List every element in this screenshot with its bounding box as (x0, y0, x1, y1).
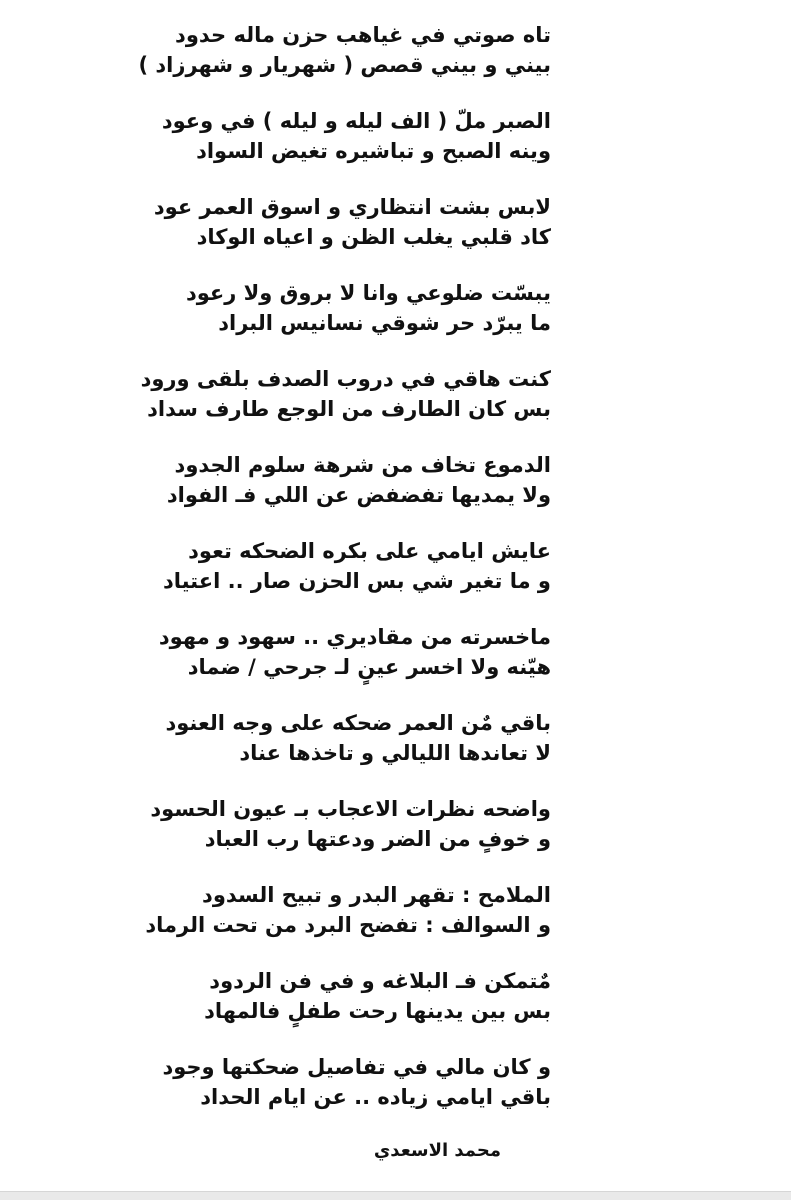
stanza (131, 1052, 551, 1112)
author-signature: محمد الاسعدي (373, 1140, 501, 1161)
stanza (131, 880, 551, 940)
stanza (131, 622, 551, 682)
poem-line: و خوفٍ من الضر ودعتها رب العباد (204, 827, 551, 851)
poem-line: بس بين يدينها رحت طفلٍ فالمهاد (204, 999, 551, 1023)
poem-line: باقي مٌن العمر ضحكه على وجه العنود (165, 711, 551, 735)
stanza (131, 536, 551, 596)
stanza (131, 364, 551, 424)
poem-line: الدموع تخاف من شرهة سلوم الجدود (174, 453, 551, 477)
poem-line: ماخسرته من مقاديري .. سهود و مهود (158, 625, 551, 649)
poem-line: بس كان الطارف من الوجع طارف سداد (147, 397, 551, 421)
poem-line: كاد قلبي يغلب الظن و اعياه الوكاد (196, 225, 551, 249)
poem-line: وينه الصبح و تباشيره تغيض السواد (196, 139, 551, 163)
stanza (131, 794, 551, 854)
poem-line: بيني و بيني قصص ( شهريار و شهرزاد ) (138, 53, 551, 77)
stanza (131, 20, 551, 80)
poem-line: تاه صوتي في غياهب حزن ماله حدود (175, 23, 551, 47)
stanza (131, 966, 551, 1026)
poem-line: عايش ايامي على بكره الضحكه تعود (188, 539, 551, 563)
stanza (131, 192, 551, 252)
poem-line: هيّنه ولا اخسر عينٍ لـ جرحي / ضماد (187, 655, 551, 679)
stanza (131, 450, 551, 510)
poem-line: باقي ايامي زياده .. عن ايام الحداد (200, 1085, 551, 1109)
poem-line: كنت هاقي في دروب الصدف بلقى ورود (140, 367, 551, 391)
stanza (131, 106, 551, 166)
bottom-edge-strip (0, 1191, 791, 1200)
stanza (131, 278, 551, 338)
poem-line: و السوالف : تفضح البرد من تحت الرماد (145, 913, 551, 937)
poem-body (131, 20, 551, 1138)
poem-line: واضحه نظرات الاعجاب بـ عيون الحسود (150, 797, 551, 821)
poem-line: لابس بشت انتظاري و اسوق العمر عود (153, 195, 551, 219)
poem-line: الملامح : تقهر البدر و تبيح السدود (202, 883, 551, 907)
poem-line: ما يبرّد حر شوقي نسانيس البراد (218, 311, 551, 335)
poem-line: ولا يمديها تفضفض عن اللي فـ الفواد (166, 483, 551, 507)
poem-line: لا تعاندها الليالي و تاخذها عناد (239, 741, 551, 765)
poem-line: مٌتمكن فـ البلاغه و في فن الردود (209, 969, 551, 993)
poem-line: يبسّت ضلوعي وانا لا بروق ولا رعود (185, 281, 551, 305)
stanza (131, 708, 551, 768)
poem-line: و ما تغير شي بس الحزن صار .. اعتياد (162, 569, 551, 593)
poem-line: الصبر ملّ ( الف ليله و ليله ) في وعود (161, 109, 551, 133)
poem-line: و كان مالي في تفاصيل ضحكتها وجود (162, 1055, 551, 1079)
